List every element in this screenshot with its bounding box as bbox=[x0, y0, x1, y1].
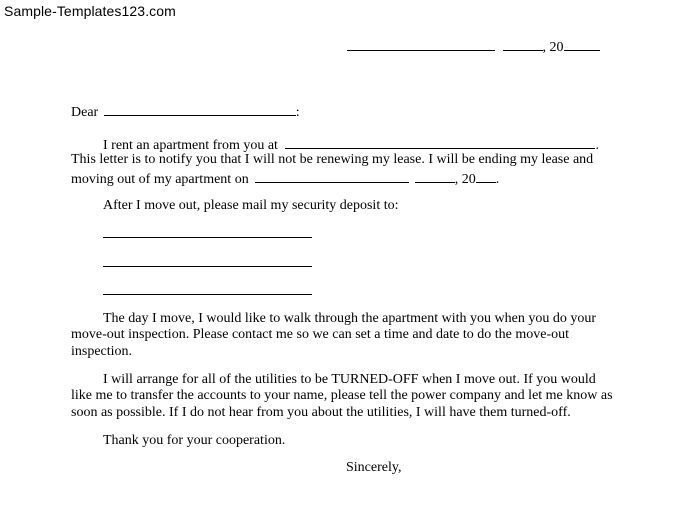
forwarding-address-line-2[interactable] bbox=[103, 266, 312, 267]
paragraph1-period: . bbox=[595, 138, 599, 153]
paragraph3-line3: inspection. bbox=[71, 344, 133, 359]
paragraph4-line1: I will arrange for all of the utilities to be TURNED-OFF when I move out. If you would bbox=[103, 372, 596, 387]
moveout-day-blank[interactable] bbox=[415, 170, 455, 183]
forwarding-address-line-3[interactable] bbox=[103, 294, 312, 295]
paragraph1-end: . bbox=[495, 172, 500, 187]
salutation-colon: : bbox=[295, 105, 300, 120]
moveout-year-prefix: , 20 bbox=[454, 172, 476, 187]
apartment-address-blank[interactable] bbox=[285, 136, 595, 149]
paragraph2-line1: After I move out, please mail my security deposit to: bbox=[103, 198, 399, 213]
landlord-name-blank[interactable] bbox=[104, 103, 296, 116]
date-year-prefix: , 20 bbox=[542, 40, 564, 55]
sign-off: Sincerely, bbox=[346, 460, 402, 475]
forwarding-address-line-1[interactable] bbox=[103, 237, 312, 238]
date-line bbox=[347, 38, 600, 56]
moveout-date-blank[interactable] bbox=[255, 170, 409, 183]
thanks-line: Thank you for your cooperation. bbox=[103, 433, 286, 448]
date-month-day-blank[interactable] bbox=[347, 38, 495, 51]
paragraph3-line2: move-out inspection. Please contact me so we can set a time and date to do the move-out bbox=[71, 327, 570, 342]
paragraph3-line1: The day I move, I would like to walk through the apartment with you when you do your bbox=[103, 311, 597, 326]
watermark-text: Sample-Templates123.com bbox=[4, 3, 176, 19]
paragraph1-line3-lead: moving out of my apartment on bbox=[71, 172, 249, 187]
paragraph4-line2: like me to transfer the accounts to your name, please tell the power company and let me know as bbox=[71, 388, 613, 403]
salutation-dear: Dear bbox=[71, 105, 99, 120]
paragraph4-line3: soon as possible. If I do not hear from you about the utilities, I will have them turned-off. bbox=[71, 405, 571, 420]
date-year-blank[interactable] bbox=[564, 38, 600, 51]
salutation bbox=[71, 103, 300, 121]
paragraph1-lead: I rent an apartment from you at bbox=[103, 138, 278, 153]
paragraph1-line3 bbox=[71, 170, 499, 188]
paragraph1-line2: This letter is to notify you that I will not be renewing my lease. I will be ending my lease and bbox=[71, 152, 594, 167]
moveout-year-blank[interactable] bbox=[476, 170, 496, 183]
date-day-blank[interactable] bbox=[503, 38, 543, 51]
